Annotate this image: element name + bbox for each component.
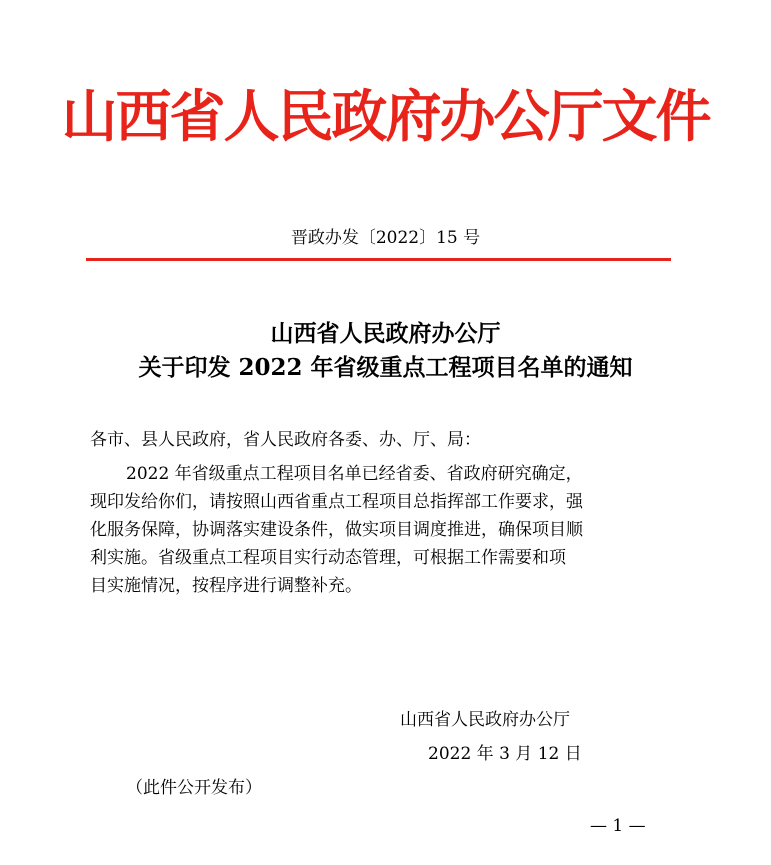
release-note: （此件公开发布） <box>126 778 262 798</box>
masthead-title: 山西省人民政府办公厅文件 <box>61 84 710 150</box>
body-line-5: 目实施情况，按程序进行调整补充。 <box>90 576 362 596</box>
body-line-1: 2022 年省级重点工程项目名单已经省委、省政府研究确定， <box>126 464 583 484</box>
body-line-3: 化服务保障，协调落实建设条件，做实项目调度推进，确保项目顺 <box>90 520 583 540</box>
document-number: 晋政办发〔2022〕15 号 <box>290 228 481 248</box>
body-line-2: 现印发给你们，请按照山西省重点工程项目总指挥部工作要求，强 <box>90 492 583 512</box>
red-divider-line <box>86 258 671 261</box>
issue-date: 2022 年 3 月 12 日 <box>428 744 582 764</box>
page-number: — 1 — <box>590 816 646 836</box>
salutation: 各市、县人民政府，省人民政府各委、办、厅、局： <box>90 430 481 450</box>
document-title-line-2: 关于印发 2022 年省级重点工程项目名单的通知 <box>138 354 633 381</box>
body-line-4: 利实施。省级重点工程项目实行动态管理，可根据工作需要和项 <box>90 548 566 568</box>
issuer-name: 山西省人民政府办公厅 <box>400 710 570 730</box>
document-title-line-1: 山西省人民政府办公厅 <box>270 320 501 347</box>
